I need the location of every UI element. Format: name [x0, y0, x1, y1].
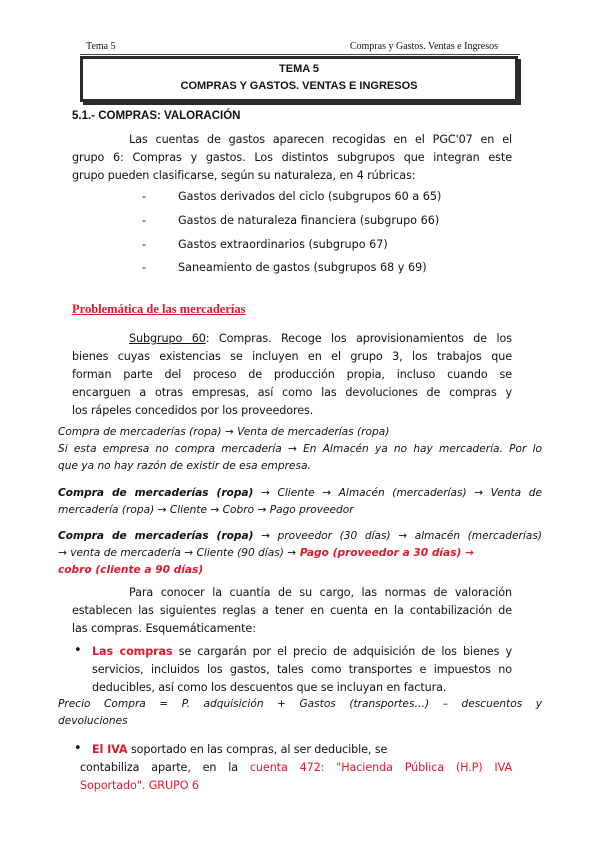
bullet-1	[92, 643, 512, 697]
rules-line: establecen las siguientes reglas a tener en cuenta en la contabilización de	[72, 604, 512, 617]
dash: -	[142, 190, 147, 203]
bullet-line	[80, 759, 512, 777]
bullet-rest: soportado en las compras, al ser deducible, se	[127, 743, 388, 756]
subgrupo-line-rest: : Compras. Recoge los aprovisionamientos de los	[205, 332, 512, 345]
intro-line: Las cuentas de gastos aparecen recogidas en el PGC'07 en el	[129, 133, 512, 146]
formula-line: devoluciones	[58, 715, 128, 727]
rubric-item	[142, 261, 427, 274]
example-bold: Compra de mercaderías (ropa)	[58, 487, 254, 499]
title-line-2: COMPRAS Y GASTOS. VENTAS E INGRESOS	[180, 80, 418, 92]
example-line: mercadería (ropa) → Cliente → Cobro → Pago proveedor	[58, 504, 354, 516]
bullet-line	[92, 741, 512, 759]
running-header-left: Tema 5	[86, 41, 116, 52]
rules-line: las compras. Esquemáticamente:	[72, 622, 256, 635]
rubric-text: Gastos de naturaleza financiera (subgrupo 66)	[178, 214, 440, 227]
title-line-1: TEMA 5	[279, 63, 319, 75]
header-rule	[80, 54, 520, 55]
bullet-2	[80, 741, 513, 795]
example-line	[58, 528, 542, 545]
bullet-rest: se cargarán por el precio de adquisición de los bienes y	[172, 645, 512, 658]
example-3	[58, 528, 542, 579]
running-header-right: Compras y Gastos. Ventas e Ingresos	[349, 41, 498, 52]
subheading: Problemática de las mercaderías	[72, 302, 246, 316]
bullet-marker: •	[74, 741, 82, 756]
rubric-text: Gastos derivados del ciclo (subgrupos 60 a 65)	[178, 190, 442, 203]
example-black: → venta de mercadería → Cliente (90 días) →	[58, 547, 297, 559]
example-2	[58, 485, 542, 519]
bullet-red-text: cuenta 472: "Hacienda Pública (H.P) IVA	[238, 761, 513, 774]
bullet-marker: •	[74, 643, 82, 658]
example-line	[58, 485, 542, 502]
section-heading: 5.1.- COMPRAS: VALORACIÓN	[72, 110, 241, 122]
bullet-line	[92, 643, 512, 661]
bullet-line: deducibles, así como los descuentos que se incluyan en factura.	[92, 681, 447, 694]
example-rest: → proveedor (30 días) → almacén (mercaderías)	[253, 530, 542, 542]
bullet-line: Soportado". GRUPO 6	[80, 779, 199, 792]
example-bold: Compra de mercaderías (ropa)	[58, 530, 254, 542]
example-rest: → Cliente → Almacén (mercaderías) → Venta de	[253, 487, 542, 499]
dash: -	[142, 238, 147, 251]
intro-line: grupo 6: Compras y gastos. Los distintos subgrupos que integran este	[72, 151, 512, 164]
rules-line: Para conocer la cuantía de su cargo, las normas de valoración	[129, 586, 512, 599]
rubric-item	[142, 190, 442, 203]
rubric-item	[142, 214, 440, 227]
bullet-line: servicios, incluidos los gastos, tales como transportes e impuestos no	[92, 663, 512, 676]
title-box	[80, 56, 518, 102]
rubric-text: Gastos extraordinarios (subgrupo 67)	[178, 238, 388, 251]
bullet-red: Las compras	[92, 645, 173, 658]
example-line: Si esta empresa no compra mercadería → En Almacén ya no hay mercadería. Por lo	[58, 443, 542, 455]
rubric-item	[142, 238, 388, 251]
rubric-text: Saneamiento de gastos (subgrupos 68 y 69)	[178, 261, 427, 274]
example-line: que ya no hay razón de existir de esa empresa.	[58, 460, 311, 472]
subgrupo-line: bienes cuyas existencias se incluyen en el grupo 3, los trabajos que	[72, 350, 512, 363]
rules-paragraph	[72, 584, 512, 638]
bullet-black: contabiliza aparte, en la	[80, 761, 239, 774]
intro-line: grupo pueden clasificarse, según su naturaleza, en 4 rúbricas:	[72, 169, 416, 182]
subgrupo-label: Subgrupo 60	[129, 332, 206, 345]
dash: -	[142, 214, 147, 227]
example-1	[58, 424, 542, 475]
formula	[58, 696, 542, 730]
dash: -	[142, 261, 147, 274]
subgrupo-line: forman parte del proceso de producción propia, incluso cuando se	[72, 368, 512, 381]
subgrupo-line: encarguen a otras empresas, así como las devoluciones de compras y	[72, 386, 512, 399]
example-line: Compra de mercaderías (ropa) → Venta de mercaderías (ropa)	[58, 426, 390, 438]
intro-paragraph	[72, 131, 512, 185]
example-red: Pago (proveedor a 30 días) →	[296, 547, 474, 559]
example-line: cobro (cliente a 90 días)	[58, 564, 204, 576]
subgrupo-line	[72, 330, 512, 348]
subgrupo-line: los rápeles concedidos por los proveedores.	[72, 404, 314, 417]
example-line	[58, 545, 542, 562]
subgrupo-paragraph	[72, 330, 512, 420]
bullet-red: El IVA	[92, 743, 128, 756]
formula-line: Precio Compra = P. adquisición + Gastos (transportes…) – descuentos y	[58, 698, 542, 710]
